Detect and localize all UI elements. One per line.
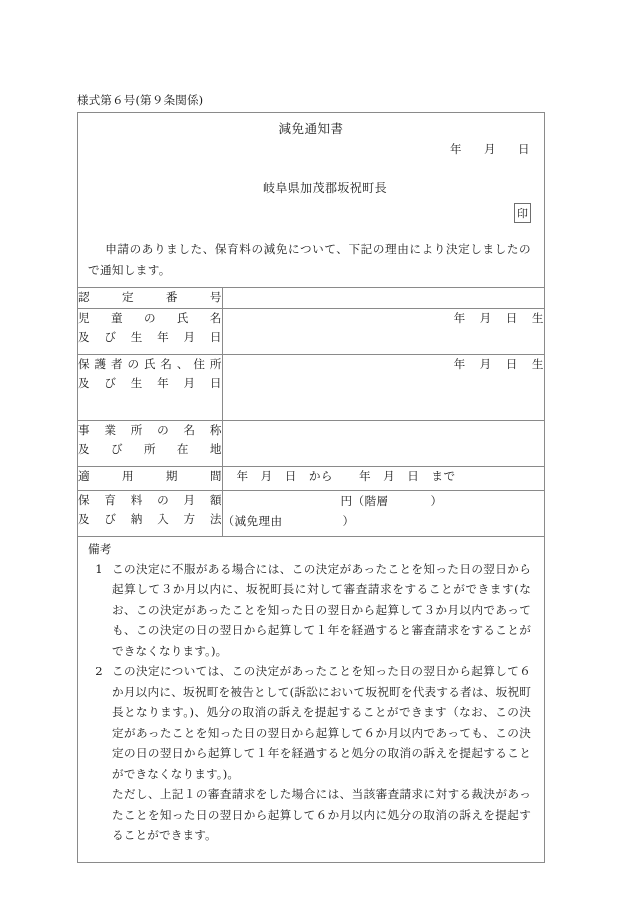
- label-child-name: 児童の氏名 及び生年月日: [78, 309, 222, 355]
- form-fields-table: [78, 287, 544, 536]
- table-row-facility-name: [78, 421, 544, 467]
- reduction-reason-hint: （減免理由 ）: [222, 514, 355, 528]
- date-day-label: 日: [518, 142, 530, 156]
- value-certification-number[interactable]: [222, 288, 544, 309]
- table-row-certification-number: [78, 288, 544, 309]
- form-header: [78, 113, 544, 237]
- period-range-hint: 年 月 日 から 年 月 日 まで: [236, 469, 456, 483]
- label-monthly-fee: 保育料の月額 及び納入方法: [78, 491, 222, 536]
- remark-note-2-body: [112, 661, 531, 846]
- intro-paragraph: [78, 237, 544, 287]
- issuer-name: 岐阜県加茂郡坂祝町長: [262, 181, 387, 195]
- table-row-child-name: [78, 309, 544, 355]
- intro-text: 申請のありました、保育料の減免について、下記の理由により決定しましたので通知します。: [88, 242, 531, 277]
- label-facility-name: 事業所の名称 及び所在地: [78, 421, 222, 467]
- remark-note-2: [88, 661, 531, 846]
- table-row-applicable-period: [78, 467, 544, 491]
- remark-note-2-paragraph-2: ただし、上記１の審査請求をした場合には、当該審査請求に対する裁決があったことを知った日の翌日から起算して６か月以内に処分の取消の訴えを提起することができます。: [112, 787, 531, 842]
- notification-form-box: [77, 112, 545, 863]
- remark-note-2-paragraph-1: この決定については、この決定があったことを知った日の翌日から起算して６か月以内に、坂祝町を被告として(訴訟において坂祝町を代表する者は、坂祝町長となります。)、処分の取消の訴えを提起することができます（なお、この決定があったことを知った日の翌日から起算して６か月以内であっても、この決定の日の翌日から起算して１年を経過すると処分の取消の訴えを提起することができなくなります。)。: [112, 664, 531, 781]
- document-title: 減免通知書: [278, 121, 344, 136]
- label-applicable-period: 適用期間: [78, 467, 222, 491]
- value-child-name[interactable]: [222, 309, 544, 355]
- remarks-title: 備考: [88, 541, 112, 556]
- table-row-guardian-name: [78, 355, 544, 421]
- remark-note-1-number: 1: [95, 561, 103, 576]
- fee-amount-hint: 円（階層 ）: [340, 494, 443, 508]
- remark-note-1-body: [112, 559, 531, 662]
- remark-note-2-number: 2: [95, 664, 103, 678]
- label-guardian-name: 保護者の氏名、住所 及び生年月日: [78, 355, 222, 421]
- remarks-section: [78, 536, 544, 862]
- issue-date-line: [450, 141, 530, 157]
- remark-note-1: [88, 559, 531, 662]
- label-certification-number: 認定番号: [78, 288, 222, 309]
- guardian-birthdate-hint: 年 月 日 生: [453, 357, 544, 371]
- remark-note-1-paragraph-1: この決定に不服がある場合には、この決定があったことを知った日の翌日から起算して３か月以内に、坂祝町長に対して審査請求をすることができます(なお、この決定があったことを知った日の翌日から起算して３か月以内であっても、この決定の日の翌日から起算して１年を経過すると審査請求をすることができなくなります。)。: [112, 561, 531, 658]
- value-applicable-period[interactable]: [222, 467, 544, 491]
- form-number-label: 様式第６号(第９条関係): [77, 93, 204, 107]
- date-month-label: 月: [484, 142, 496, 156]
- value-facility-name[interactable]: [222, 421, 544, 467]
- seal-stamp-box: 印: [514, 203, 531, 223]
- value-monthly-fee[interactable]: [222, 491, 544, 536]
- value-guardian-name[interactable]: [222, 355, 544, 421]
- child-birthdate-hint: 年 月 日 生: [453, 311, 544, 325]
- table-row-monthly-fee: [78, 491, 544, 536]
- date-year-label: 年: [450, 142, 462, 156]
